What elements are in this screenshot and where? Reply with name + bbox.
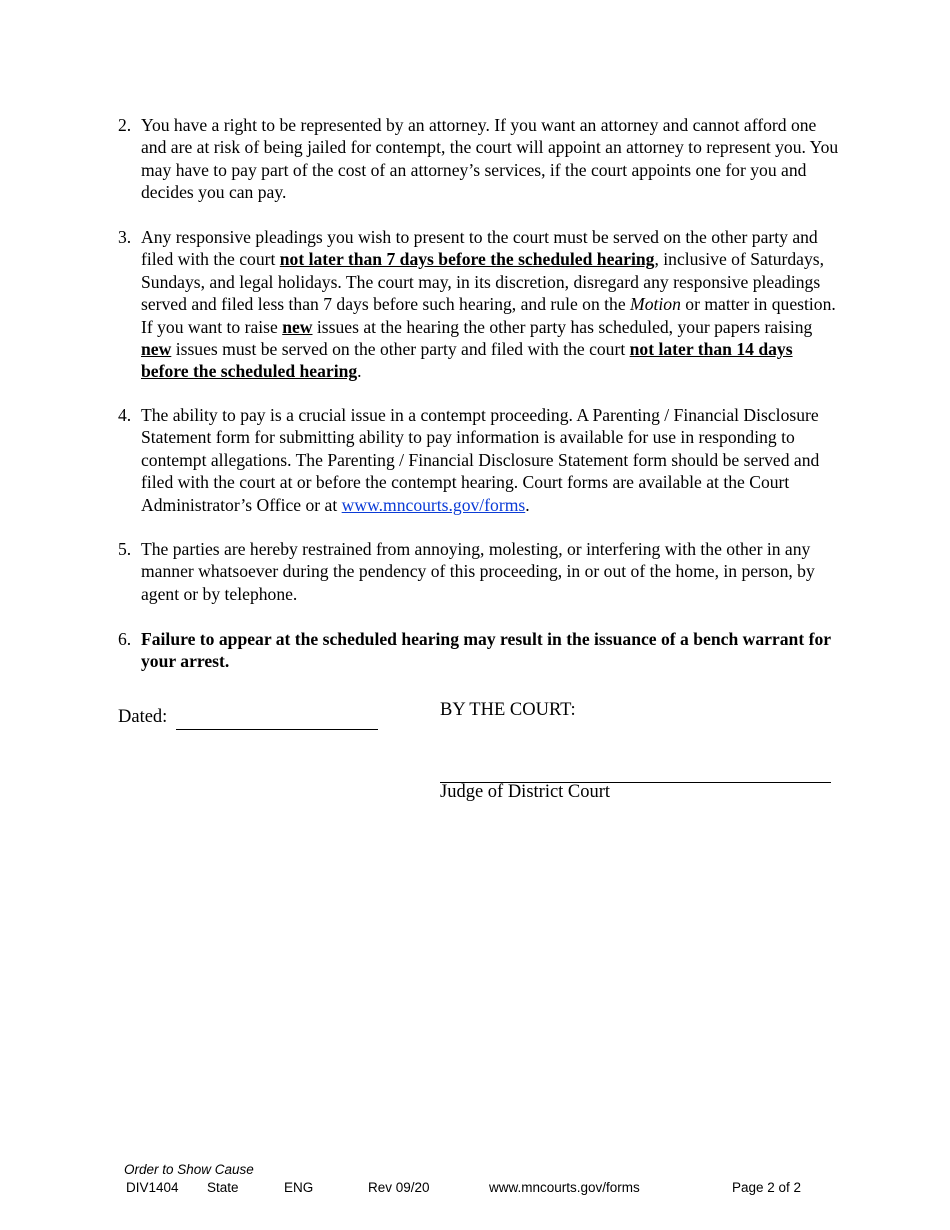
- text-segment: new: [282, 316, 313, 337]
- item-number: 6.: [118, 629, 132, 649]
- footer-jurisdiction: State: [207, 1180, 239, 1195]
- item-number: 4.: [118, 405, 132, 425]
- item-text: [141, 404, 841, 516]
- item-text: [141, 538, 841, 605]
- text-segment: You have a right to be represented by an attorney. If you want an attorney and cannot afford one and are at risk of being jailed for contempt, the court will appoint an attorney to represent you. You may have to pay part of the cost of an attorney’s services, if the court appoints one for you and decides you can pay.: [141, 115, 839, 203]
- item-text: [141, 628, 841, 673]
- text-segment: Motion: [630, 294, 681, 315]
- text-segment: issues at the hearing the other party has scheduled, your papers raising: [312, 316, 813, 337]
- footer-language: ENG: [284, 1180, 314, 1195]
- text-segment: Failure to appear at the scheduled hearing may result in the issuance of a bench warrant for your arrest.: [141, 629, 831, 672]
- item-number: 2.: [118, 115, 132, 135]
- text-segment: new: [141, 339, 172, 360]
- item-text: [141, 226, 841, 383]
- by-the-court-label: BY THE COURT:: [440, 700, 576, 720]
- judge-label: Judge of District Court: [440, 782, 611, 802]
- footer-website: www.mncourts.gov/forms: [489, 1180, 640, 1195]
- item-number: 3.: [118, 227, 132, 247]
- footer-form-code: DIV1404: [126, 1180, 179, 1195]
- text-segment: .: [525, 494, 530, 515]
- forms-link[interactable]: www.mncourts.gov/forms: [341, 494, 526, 515]
- text-segment: not later than 7 days before the scheduled hearing: [279, 249, 655, 270]
- text-segment: not later than 14 days before the scheduled hearing: [141, 339, 793, 382]
- footer-page-number: Page 2 of 2: [732, 1180, 802, 1195]
- text-segment: or matter in question. If you want to raise: [141, 294, 836, 337]
- dated-label: Dated:: [118, 707, 168, 727]
- item-text: [141, 114, 841, 204]
- text-segment: The ability to pay is a crucial issue in a contempt proceeding. A Parenting / Financial Disclosure Statement form for submitting ability to pay information is available for use in responding to contempt allegations. The Parenting / Financial Disclosure Statement form should be served and filed with the court at or before the contempt hearing. Court forms are available at the Court Administrator’s Office or at: [141, 405, 820, 515]
- text-segment: The parties are hereby restrained from annoying, molesting, or interfering with the other in any manner whatsoever during the pendency of this proceeding, in or out of the home, in person, by agent or by telephone.: [141, 539, 815, 604]
- date-signature-line[interactable]: [176, 729, 378, 730]
- text-segment: .: [357, 361, 362, 382]
- text-segment: issues must be served on the other party and filed with the court: [171, 339, 630, 360]
- footer-form-title: Order to Show Cause: [124, 1162, 254, 1177]
- text-segment: Any responsive pleadings you wish to present to the court must be served on the other party and filed with the court: [141, 227, 818, 270]
- item-number: 5.: [118, 539, 132, 559]
- footer-revision: Rev 09/20: [368, 1180, 430, 1195]
- text-segment: , inclusive of Saturdays, Sundays, and legal holidays. The court may, in its discretion, disregard any responsive pleadings served and filed less than 7 days before such hearing, and rule on the: [141, 249, 825, 315]
